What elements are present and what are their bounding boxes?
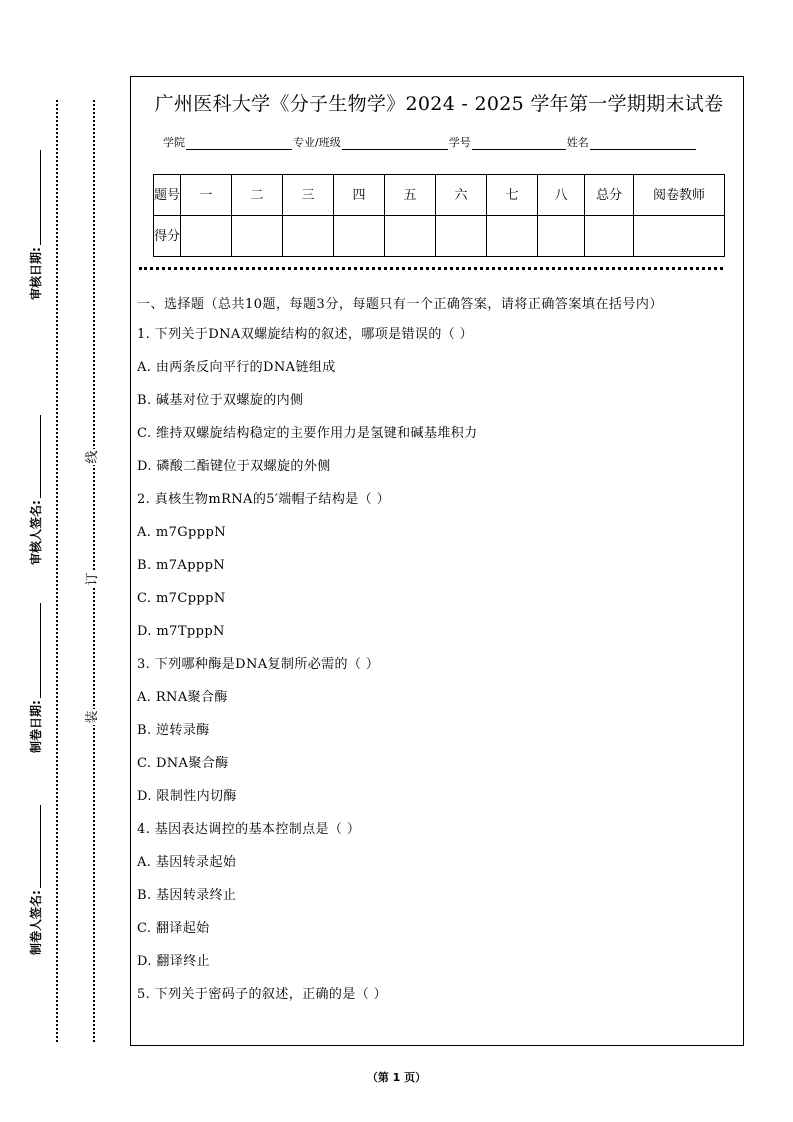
score-cell-2[interactable] <box>232 216 283 257</box>
binding-char-staple: 订 <box>85 572 100 586</box>
student-info-row <box>163 134 697 150</box>
score-table-header-row <box>154 175 725 216</box>
student-id-input[interactable] <box>472 137 566 150</box>
exam-title: 广州医科大学《分子生物学》2024 - 2025 学年第一学期期末试卷 <box>154 93 724 115</box>
col-total: 总分 <box>585 175 634 216</box>
col-5: 五 <box>385 175 436 216</box>
score-label: 得分 <box>154 216 181 257</box>
compiler-signature-blank[interactable] <box>30 805 41 888</box>
page-number: （第 1 页） <box>366 1071 427 1084</box>
col-6: 六 <box>436 175 487 216</box>
question-1-option-c: C. 维持双螺旋结构稳定的主要作用力是氢键和碱基堆积力 <box>137 426 478 441</box>
col-4: 四 <box>334 175 385 216</box>
binding-char-line: 线 <box>85 450 100 464</box>
question-4-option-c: C. 翻译起始 <box>137 921 210 936</box>
question-3-option-c: C. DNA聚合酶 <box>137 756 229 771</box>
col-3: 三 <box>283 175 334 216</box>
score-cell-total[interactable] <box>585 216 634 257</box>
review-date-field[interactable] <box>25 150 45 300</box>
review-date-label: 审核日期: <box>28 247 43 300</box>
reviewer-signature-field[interactable] <box>25 415 45 565</box>
question-1-option-a: A. 由两条反向平行的DNA链组成 <box>137 360 336 375</box>
question-2: 2. 真核生物mRNA的5′端帽子结构是（ ） <box>137 492 390 507</box>
binding-char-bind: 装 <box>85 710 100 724</box>
col-2: 二 <box>232 175 283 216</box>
reviewer-signature-label: 审核人签名: <box>28 500 43 565</box>
binding-dotted-line-outer <box>56 100 58 1042</box>
score-cell-3[interactable] <box>283 216 334 257</box>
college-label: 学院 <box>163 136 185 149</box>
col-1: 一 <box>181 175 232 216</box>
question-1-option-b: B. 碱基对位于双螺旋的内侧 <box>137 393 304 408</box>
score-cell-8[interactable] <box>538 216 585 257</box>
college-input[interactable] <box>186 137 292 150</box>
score-table <box>153 174 725 257</box>
question-2-option-b: B. m7ApppN <box>137 558 226 573</box>
dotted-separator <box>139 267 723 270</box>
question-1-option-d: D. 磷酸二酯键位于双螺旋的外侧 <box>137 459 331 474</box>
score-cell-6[interactable] <box>436 216 487 257</box>
col-8: 八 <box>538 175 585 216</box>
col-grader: 阅卷教师 <box>634 175 725 216</box>
name-input[interactable] <box>590 137 696 150</box>
student-id-label: 学号 <box>448 136 471 149</box>
name-label: 姓名 <box>566 136 589 149</box>
question-2-option-c: C. m7CpppN <box>137 591 226 606</box>
score-cell-5[interactable] <box>385 216 436 257</box>
question-3: 3. 下列哪种酶是DNA复制所必需的（ ） <box>137 657 380 672</box>
score-cell-7[interactable] <box>487 216 538 257</box>
score-table-score-row <box>154 216 725 257</box>
exam-frame <box>130 76 744 1046</box>
section-1 <box>137 295 739 1018</box>
major-input[interactable] <box>342 137 448 150</box>
col-7: 七 <box>487 175 538 216</box>
section-1-heading: 一、选择题（总共10题，每题3分，每题只有一个正确答案，请将正确答案填在括号内） <box>137 297 663 312</box>
major-label: 专业/班级 <box>293 136 341 149</box>
question-4-option-b: B. 基因转录终止 <box>137 888 237 903</box>
compile-date-blank[interactable] <box>30 603 41 698</box>
reviewer-signature-blank[interactable] <box>30 415 41 498</box>
question-3-option-a: A. RNA聚合酶 <box>137 690 228 705</box>
question-2-option-a: A. m7GpppN <box>137 525 226 540</box>
score-cell-grader[interactable] <box>634 216 725 257</box>
compile-date-field[interactable] <box>25 603 45 753</box>
question-2-option-d: D. m7TpppN <box>137 624 225 639</box>
question-4-option-d: D. 翻译终止 <box>137 954 211 969</box>
compiler-signature-label: 制卷人签名: <box>28 890 43 955</box>
question-5: 5. 下列关于密码子的叙述，正确的是（ ） <box>137 987 388 1002</box>
question-no-label: 题号 <box>154 175 181 216</box>
question-1: 1. 下列关于DNA双螺旋结构的叙述，哪项是错误的（ ） <box>137 327 474 342</box>
question-4: 4. 基因表达调控的基本控制点是（ ） <box>137 822 361 837</box>
compile-date-label: 制卷日期: <box>28 700 43 753</box>
score-cell-4[interactable] <box>334 216 385 257</box>
score-cell-1[interactable] <box>181 216 232 257</box>
question-4-option-a: A. 基因转录起始 <box>137 855 237 870</box>
question-3-option-b: B. 逆转录酶 <box>137 723 210 738</box>
compiler-signature-field[interactable] <box>25 805 45 955</box>
question-3-option-d: D. 限制性内切酶 <box>137 789 237 804</box>
review-date-blank[interactable] <box>30 150 41 245</box>
